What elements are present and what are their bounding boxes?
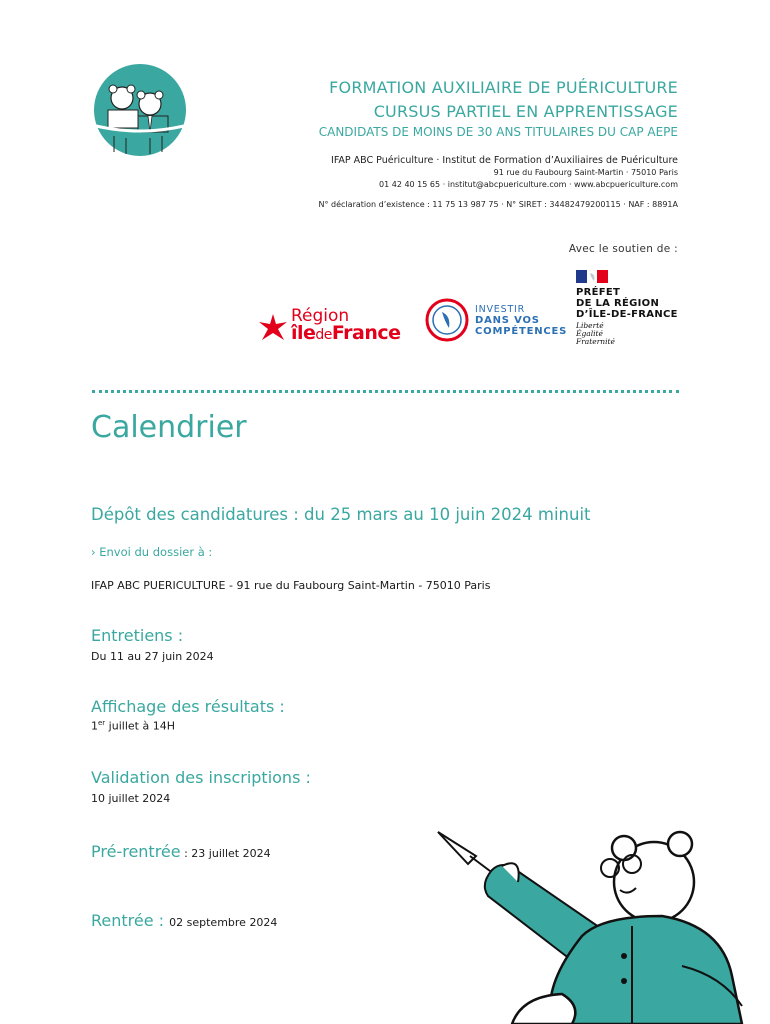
region-name: îledeFrance — [291, 322, 401, 344]
prerentree-row — [91, 842, 271, 861]
resultats-heading: Affichage des résultats : — [91, 697, 285, 716]
prefet-line3: D’ÎLE-DE-FRANCE — [576, 309, 678, 320]
devise-egalite: Égalité — [576, 329, 603, 338]
support-label: Avec le soutien de : — [568, 243, 678, 255]
page-title: Calendrier — [91, 410, 247, 445]
rentree-heading: Rentrée : — [91, 911, 170, 930]
header-title-line1: FORMATION AUXILIAIRE DE PUÉRICULTURE — [329, 78, 678, 97]
entretiens-heading: Entretiens : — [91, 626, 184, 645]
prefet-line2: DE LA RÉGION — [576, 298, 660, 309]
prefet-line1: PRÉFET — [576, 287, 621, 298]
marianne-flag-icon — [576, 270, 608, 283]
validation-heading: Validation des inscriptions : — [91, 768, 311, 787]
prerentree-value: : 23 juillet 2024 — [180, 847, 271, 860]
envoi-label: › Envoi du dossier à : — [91, 545, 213, 559]
invest-line2: DANS VOS — [475, 315, 540, 326]
header-address: 91 rue du Faubourg Saint-Martin · 75010 Paris — [493, 168, 678, 177]
invest-line3: COMPÉTENCES — [475, 326, 568, 337]
header-title-line2: CURSUS PARTIEL EN APPRENTISSAGE — [373, 102, 678, 121]
dotted-divider — [92, 390, 679, 393]
validation-value: 10 juillet 2024 — [91, 792, 171, 805]
republique-seal-icon — [425, 298, 469, 342]
header-legal: N° déclaration d’existence : 11 75 13 987 75 · N° SIRET : 34482479200115 · NAF : 8891A — [318, 200, 678, 209]
region-star-icon — [258, 313, 288, 343]
invest-line1: INVESTIR — [475, 304, 526, 315]
pointing-bear-illustration — [432, 826, 752, 1024]
header-institute: IFAP ABC Puériculture · Institut de Formation d’Auxiliaires de Puériculture — [331, 155, 678, 166]
devise-fraternite: Fraternité — [576, 337, 615, 346]
resultats-value: 1er juillet à 14H — [91, 719, 175, 733]
entretiens-value: Du 11 au 27 juin 2024 — [91, 650, 214, 663]
rentree-value: 02 septembre 2024 — [169, 916, 278, 929]
devise-liberte: Liberté — [576, 321, 604, 330]
header-subtitle: CANDIDATS DE MOINS DE 30 ANS TITULAIRES DU CAP AEPE — [318, 125, 678, 139]
header-contact: 01 42 40 15 65 · institut@abcpuericulture.com · www.abcpuericulture.com — [379, 180, 678, 189]
depot-heading: Dépôt des candidatures : du 25 mars au 10 juin 2024 minuit — [91, 505, 591, 524]
region-word: Région — [291, 306, 350, 326]
envoi-address: IFAP ABC PUERICULTURE - 91 rue du Faubourg Saint-Martin - 75010 Paris — [91, 579, 491, 592]
ifap-bears-logo — [90, 64, 190, 156]
prerentree-heading: Pré-rentrée — [91, 842, 181, 861]
rentree-row — [91, 911, 277, 930]
